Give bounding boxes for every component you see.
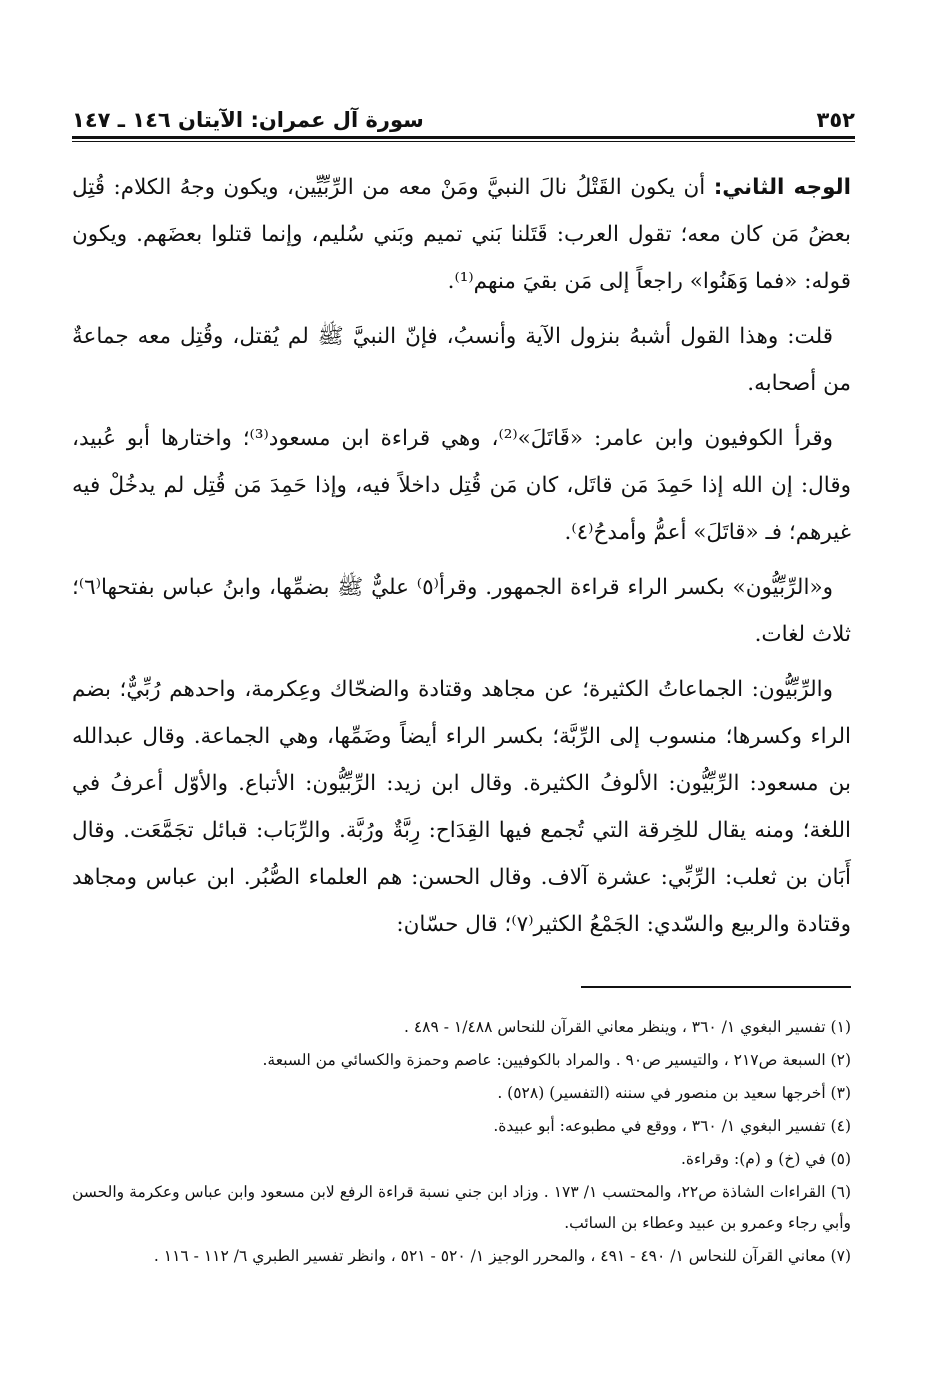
paragraph-1 — [72, 164, 851, 305]
paragraph-1-text: أن يكون القَتْلُ نالَ النبيَّ ومَنْ معه من الرِّبِّيِّين، ويكون وجهُ الكلام: قُتِل بعضُ مَن كان معه؛ تقول العرب: قَتَلنا بَني تميم وبَني سُليم، وإنما قتلوا بعضَهم. ويكون قوله: «فما وَهَنُوا» راجعاً إلى مَن بقيَ منهم⁽¹⁾. — [72, 175, 851, 294]
footnotes — [72, 1012, 851, 1274]
footnote-2: (٢) السبعة ص٢١٧ ، والتيسير ص٩٠ . والمراد بالكوفيين: عاصم وحمزة والكسائي من السبعة. — [262, 1051, 851, 1069]
footnote-1: (١) تفسير البغوي ١/ ٣٦٠ ، وينظر معاني القرآن للنحاس ١/٤٨٨ - ٤٨٩ . — [403, 1018, 851, 1036]
paragraph-3: وقرأ الكوفيون وابن عامر: «قَاتَلَ»⁽²⁾، وهي قراءة ابن مسعود⁽³⁾؛ واختارها أبو عُبيد، وقال: إن الله إذا حَمِدَ مَن قاتَل، كان مَن قُتِل داخلاً فيه، وإذا حَمِدَ مَن قُتِل لم يدخُلْ فيه غيرهم؛ فـ «قاتَلَ» أعمُّ وأمدحُ⁽٤⁾. — [72, 426, 851, 545]
running-title: سورة آل عمران: الآيتان ١٤٦ ـ ١٤٧ — [72, 108, 424, 132]
main-text — [72, 164, 851, 956]
footnote-3: (٣) أخرجها سعيد بن منصور في سننه (التفسير) (٥٢٨) . — [497, 1084, 851, 1102]
footnote-6: (٦) القراءات الشاذة ص٢٢، والمحتسب ١/ ١٧٣ . وزاد ابن جني نسبة قراءة الرفع لابن مسعود وابن عباس وعكرمة والحسن وأبي رجاء وعمرو بن عبيد وعطاء بن السائب. — [72, 1183, 852, 1232]
page-header — [72, 84, 855, 132]
footnote-5: (٥) في (خ) و (م): وقراءة. — [681, 1150, 851, 1168]
paragraph-4: و«الرِّبِّيُّون» بكسر الراء قراءة الجمهور. وقرأ⁽٥⁾ عليٌّ ﷺ بضمِّها، وابنُ عباس بفتحها⁽٦⁾؛ ثلاث لغات. — [72, 575, 851, 647]
header-rule — [72, 136, 855, 142]
paragraph-1-lead: الوجه الثاني: — [713, 175, 851, 200]
footnote-separator — [581, 986, 851, 988]
page-number: ٣٥٢ — [816, 108, 855, 132]
footnote-4: (٤) تفسير البغوي ١/ ٣٦٠ ، ووقع في مطبوعه: أبو عبيدة. — [493, 1117, 851, 1135]
footnote-7: (٧) معاني القرآن للنحاس ١/ ٤٩٠ - ٤٩١ ، والمحرر الوجيز ١/ ٥٢٠ - ٥٢١ ، وانظر تفسير الطبري ٦/ ١١٢ - ١١٦ . — [153, 1247, 851, 1265]
paragraph-5: والرِّبِّيُّون: الجماعاتُ الكثيرة؛ عن مجاهد وقتادة والضحّاك وعِكرمة، واحدهم رُبِّيٌّ؛ بضم الراء وكسرها؛ منسوب إلى الرِّبَّة؛ بكسر الراء أيضاً وضَمِّها، وهي الجماعة. وقال عبدالله بن مسعود: الرِّبِّيُّون: الألوفُ الكثيرة. وقال ابن زيد: الرِّبِّيُّون: الأتباع. والأوّل أعرفُ في اللغة؛ ومنه يقال للخِرقة التي تُجمع فيها القِدَاح: رِبَّةٌ ورُبَّة. والرِّبَاب: قبائل تجَمَّعَت. وقال أَبَان بن ثعلب: الرِّبِّي: عشرة آلاف. وقال الحسن: هم العلماء الصُّبُر. ابن عباس ومجاهد وقتادة والربيع والسّدي: الجَمْعُ الكثير⁽٧⁾؛ قال حسّان: — [72, 677, 851, 937]
paragraph-2: قلت: وهذا القول أشبهُ بنزول الآية وأنسبُ، فإنّ النبيَّ ﷺ لم يُقتل، وقُتِل معه جماعةٌ من أصحابه. — [72, 324, 851, 396]
